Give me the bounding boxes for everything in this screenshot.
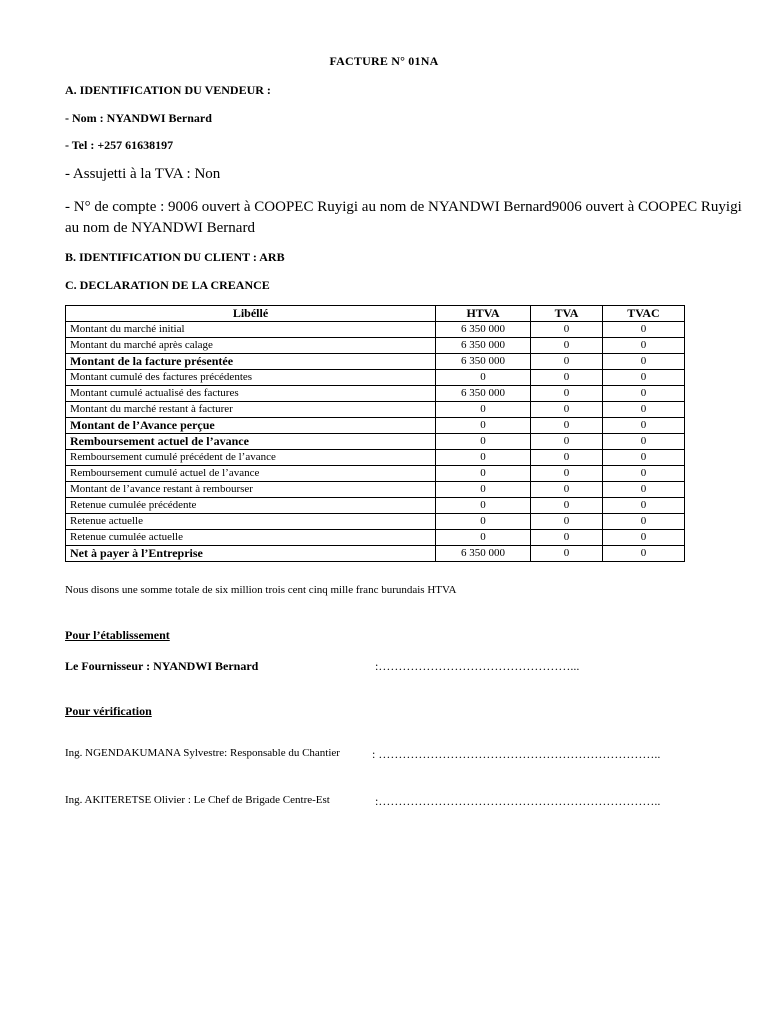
table-row <box>66 498 685 514</box>
engineer-1-label: Ing. NGENDAKUMANA Sylvestre: Responsable du Chantier <box>65 747 340 759</box>
engineer-2-label: Ing. AKITERETSE Olivier : Le Chef de Brigade Centre-Est <box>65 794 330 806</box>
supplier-signature-label: Le Fournisseur : NYANDWI Bernard <box>65 659 259 673</box>
row-tvac: 0 <box>603 386 685 402</box>
row-htva: 0 <box>436 434 531 450</box>
row-label: Remboursement cumulé actuel de l’avance <box>66 466 436 482</box>
row-tva: 0 <box>531 434 603 450</box>
row-htva: 6 350 000 <box>436 354 531 370</box>
row-htva: 0 <box>436 450 531 466</box>
row-tva: 0 <box>531 322 603 338</box>
table-row <box>66 354 685 370</box>
row-label: Montant du marché initial <box>66 322 436 338</box>
col-header-htva: HTVA <box>436 306 531 322</box>
row-htva: 0 <box>436 466 531 482</box>
col-header-tvac: TVAC <box>603 306 685 322</box>
row-tva: 0 <box>531 530 603 546</box>
table-row <box>66 530 685 546</box>
supplier-signature-line: :…………………………………………... <box>375 659 580 673</box>
row-label: Montant du marché après calage <box>66 338 436 354</box>
table-row <box>66 434 685 450</box>
row-label: Remboursement cumulé précédent de l’avance <box>66 450 436 466</box>
row-tvac: 0 <box>603 370 685 386</box>
row-label: Retenue actuelle <box>66 514 436 530</box>
table-header-row <box>66 306 685 322</box>
row-label: Montant du marché restant à facturer <box>66 402 436 418</box>
row-tva: 0 <box>531 338 603 354</box>
amount-in-words: Nous disons une somme totale de six million trois cent cinq mille franc burundais HTVA <box>65 584 457 596</box>
row-label: Remboursement actuel de l’avance <box>66 434 436 450</box>
col-header-tva: TVA <box>531 306 603 322</box>
row-label: Montant de l’Avance perçue <box>66 418 436 434</box>
row-htva: 6 350 000 <box>436 546 531 562</box>
engineer-2-signature-line: :…………………………………………………………….. <box>375 794 661 808</box>
row-tva: 0 <box>531 418 603 434</box>
row-tva: 0 <box>531 466 603 482</box>
row-htva: 6 350 000 <box>436 322 531 338</box>
table-row <box>66 482 685 498</box>
row-tvac: 0 <box>603 530 685 546</box>
row-htva: 0 <box>436 530 531 546</box>
row-tvac: 0 <box>603 354 685 370</box>
row-tva: 0 <box>531 386 603 402</box>
row-tva: 0 <box>531 402 603 418</box>
table-row <box>66 450 685 466</box>
vendor-name: - Nom : NYANDWI Bernard <box>65 111 212 125</box>
table-row <box>66 546 685 562</box>
row-label: Montant cumulé actualisé des factures <box>66 386 436 402</box>
row-htva: 0 <box>436 514 531 530</box>
row-label: Montant de la facture présentée <box>66 354 436 370</box>
table-row <box>66 370 685 386</box>
row-tva: 0 <box>531 498 603 514</box>
row-htva: 0 <box>436 370 531 386</box>
row-tvac: 0 <box>603 498 685 514</box>
table-row <box>66 514 685 530</box>
vendor-tel: - Tel : +257 61638197 <box>65 138 174 152</box>
row-tva: 0 <box>531 370 603 386</box>
row-htva: 6 350 000 <box>436 338 531 354</box>
engineer-1-signature-line: : …………………………………………………………….. <box>372 747 661 761</box>
row-tvac: 0 <box>603 418 685 434</box>
row-tvac: 0 <box>603 322 685 338</box>
row-htva: 6 350 000 <box>436 386 531 402</box>
table-row <box>66 466 685 482</box>
row-htva: 0 <box>436 482 531 498</box>
row-label: Retenue cumulée actuelle <box>66 530 436 546</box>
row-label: Montant cumulé des factures précédentes <box>66 370 436 386</box>
row-tva: 0 <box>531 354 603 370</box>
table-row <box>66 386 685 402</box>
verification-heading: Pour vérification <box>65 704 152 718</box>
table-row <box>66 402 685 418</box>
table-row <box>66 338 685 354</box>
creance-heading: C. DECLARATION DE LA CREANCE <box>65 278 270 292</box>
col-header-libelle: Libéllé <box>66 306 436 322</box>
row-htva: 0 <box>436 498 531 514</box>
invoice-title: FACTURE N° 01NA <box>329 54 439 68</box>
creance-table <box>65 305 685 562</box>
row-tvac: 0 <box>603 338 685 354</box>
row-tva: 0 <box>531 450 603 466</box>
vendor-heading: A. IDENTIFICATION DU VENDEUR : <box>65 83 271 97</box>
row-label: Montant de l’avance restant à rembourser <box>66 482 436 498</box>
row-tvac: 0 <box>603 482 685 498</box>
row-label: Net à payer à l’Entreprise <box>66 546 436 562</box>
row-label: Retenue cumulée précédente <box>66 498 436 514</box>
vendor-vat-status: - Assujetti à la TVA : Non <box>65 166 221 182</box>
row-tvac: 0 <box>603 514 685 530</box>
row-htva: 0 <box>436 418 531 434</box>
row-tvac: 0 <box>603 546 685 562</box>
row-tva: 0 <box>531 546 603 562</box>
row-htva: 0 <box>436 402 531 418</box>
row-tva: 0 <box>531 514 603 530</box>
table-row <box>66 322 685 338</box>
vendor-account: - N° de compte : 9006 ouvert à COOPEC Ruyigi au nom de NYANDWI Bernard9006 ouvert à COOPEC Ruyigi au nom de NYANDWI Bernard <box>65 199 742 236</box>
row-tvac: 0 <box>603 450 685 466</box>
client-heading: B. IDENTIFICATION DU CLIENT : ARB <box>65 250 285 264</box>
row-tvac: 0 <box>603 466 685 482</box>
table-row <box>66 418 685 434</box>
row-tvac: 0 <box>603 434 685 450</box>
row-tvac: 0 <box>603 402 685 418</box>
establishment-heading: Pour l’établissement <box>65 628 170 642</box>
row-tva: 0 <box>531 482 603 498</box>
